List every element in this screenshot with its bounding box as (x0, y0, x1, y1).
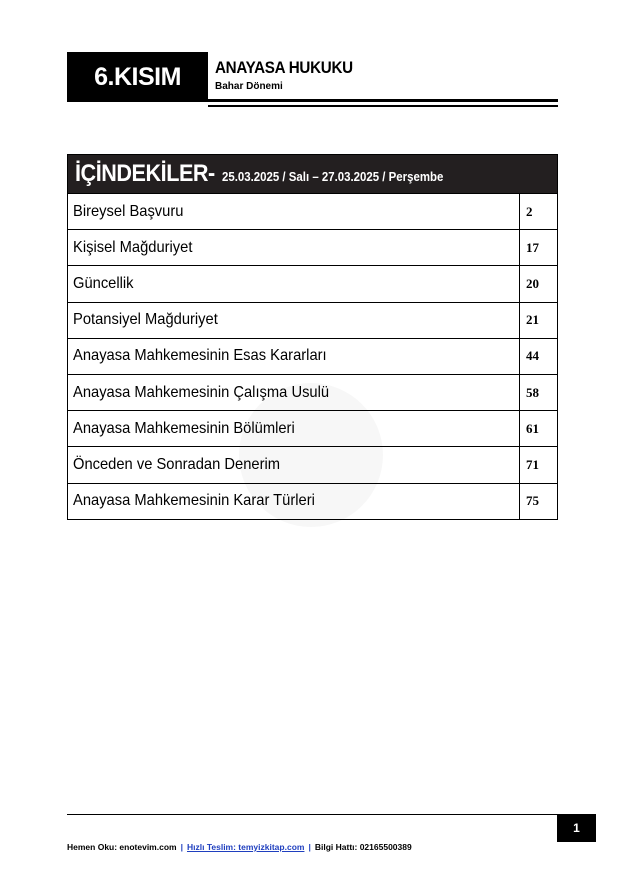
toc-item-title: Anayasa Mahkemesinin Bölümleri (73, 419, 295, 437)
toc-item-title: Kişisel Mağduriyet (73, 238, 193, 256)
page-number: 1 (557, 814, 596, 842)
toc-item-page: 61 (526, 420, 539, 436)
toc-item-title: Anayasa Mahkemesinin Karar Türleri (73, 492, 315, 510)
table-of-contents (67, 154, 558, 520)
toc-dates: 25.03.2025 / Salı – 27.03.2025 / Perşembe (222, 169, 444, 184)
footer-rule (67, 814, 558, 815)
toc-row[interactable] (68, 338, 557, 374)
toc-item-page: 75 (526, 493, 539, 509)
section-label: 6.KISIM (67, 52, 208, 102)
toc-item-title: Anayasa Mahkemesinin Esas Kararları (73, 347, 327, 365)
footer-info (67, 842, 412, 852)
toc-item-title: Güncellik (73, 274, 134, 292)
footer-info-line: Bilgi Hattı: 02165500389 (314, 842, 412, 852)
toc-row[interactable] (68, 410, 557, 446)
toc-item-title: Anayasa Mahkemesinin Çalışma Usulü (73, 383, 330, 401)
footer-fast-delivery-link[interactable]: Hızlı Teslim: temyizkitap.com (186, 842, 305, 852)
toc-row[interactable] (68, 374, 557, 410)
document-title: ANAYASA HUKUKU (215, 59, 353, 77)
toc-row[interactable] (68, 483, 557, 519)
toc-heading: İÇİNDEKİLER- (75, 160, 215, 187)
toc-item-page: 20 (526, 275, 539, 291)
toc-row[interactable] (68, 193, 557, 229)
toc-item-page: 2 (526, 203, 533, 219)
header-rule-thick (208, 99, 558, 102)
toc-item-page: 21 (526, 312, 539, 328)
toc-row[interactable] (68, 229, 557, 265)
toc-header (68, 155, 557, 193)
toc-item-page: 44 (526, 348, 539, 364)
toc-item-title: Potansiyel Mağduriyet (73, 311, 218, 329)
toc-item-title: Önceden ve Sonradan Denerim (73, 455, 281, 473)
toc-row[interactable] (68, 265, 557, 301)
page-header (67, 52, 558, 108)
document-subtitle: Bahar Dönemi (215, 81, 283, 92)
toc-item-title: Bireysel Başvuru (73, 202, 184, 220)
header-rule-thin (208, 105, 558, 107)
footer-separator: | (180, 842, 183, 852)
footer-read-now: Hemen Oku: enotevim.com (67, 842, 177, 852)
toc-item-page: 17 (526, 239, 539, 255)
toc-item-page: 71 (526, 456, 539, 472)
toc-item-page: 58 (526, 384, 539, 400)
toc-row[interactable] (68, 302, 557, 338)
toc-row[interactable] (68, 446, 557, 482)
footer-separator: | (308, 842, 311, 852)
